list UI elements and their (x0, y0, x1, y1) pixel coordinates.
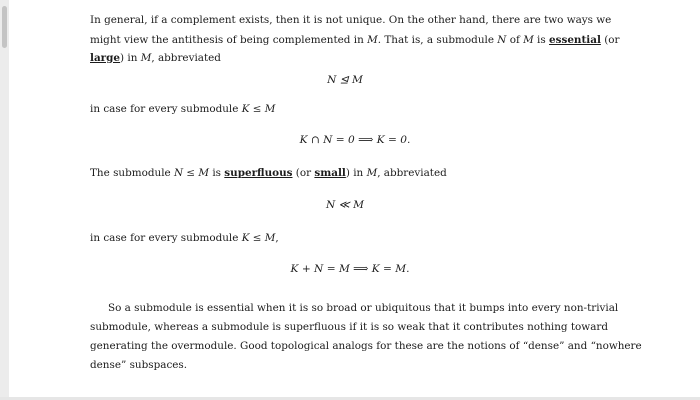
text-segment: in case for every submodule (90, 103, 242, 115)
term-large: large (90, 52, 121, 64)
paragraph5-line1: So a submodule is essential when it is so broad or ubiquitous that it bumps into every non-trivial (108, 302, 619, 314)
equation-intersection: K ∩ N = 0 ⟹ K = 0. (299, 134, 411, 146)
paragraph1-line2 (90, 33, 620, 47)
term-superfluous: superfluous (224, 167, 293, 179)
text-segment: ) in (120, 52, 141, 64)
math-inline: K ≤ M (241, 103, 276, 115)
text-segment: , (275, 232, 279, 244)
math-inline: K ≤ M (241, 232, 276, 244)
text-segment: in case for every submodule (90, 232, 242, 244)
term-small: small (314, 167, 346, 179)
paragraph5-line3: generating the overmodule. Good topological analogs for these are the notions of “dense” and “nowhere (90, 340, 642, 352)
math-symbol: M (523, 34, 534, 46)
text-segment: of (506, 34, 524, 46)
equation-essential: N ⊴ M (327, 74, 363, 86)
math-symbol: M (140, 52, 152, 64)
paragraph5-line2: submodule, whereas a submodule is superfluous if it is so weak that it contributes nothing toward (90, 321, 609, 333)
text-segment: (or (600, 34, 620, 46)
text-every-submodule-2 (90, 231, 279, 245)
text-segment: (or (292, 167, 315, 179)
text-segment: The submodule (90, 167, 174, 179)
text-segment: , abbreviated (151, 52, 221, 64)
math-symbol: N (497, 34, 507, 46)
math-inline: N ≤ M (173, 167, 210, 179)
math-symbol: M (367, 34, 378, 46)
equation-sum: K + N = M ⟹ K = M. (290, 263, 410, 275)
text-segment: is (209, 167, 225, 179)
paragraph3-line (90, 166, 447, 180)
text-segment: might view the antithesis of being complemented in (90, 34, 368, 46)
math-symbol: M (366, 167, 378, 179)
paragraph5-line4: dense” subspaces. (90, 359, 188, 371)
text-every-submodule-1 (90, 102, 275, 116)
term-essential: essential (549, 34, 601, 46)
paragraph1-line3 (90, 51, 221, 65)
text-segment: ) in (345, 167, 367, 179)
equation-superfluous: N ≪ M (326, 199, 364, 211)
text-segment: , abbreviated (377, 167, 447, 179)
text-segment: is (533, 34, 550, 46)
text-segment: . That is, a submodule (377, 34, 498, 46)
paragraph1-line1: In general, if a complement exists, then it is not unique. On the other hand, there are two ways we (90, 14, 612, 26)
